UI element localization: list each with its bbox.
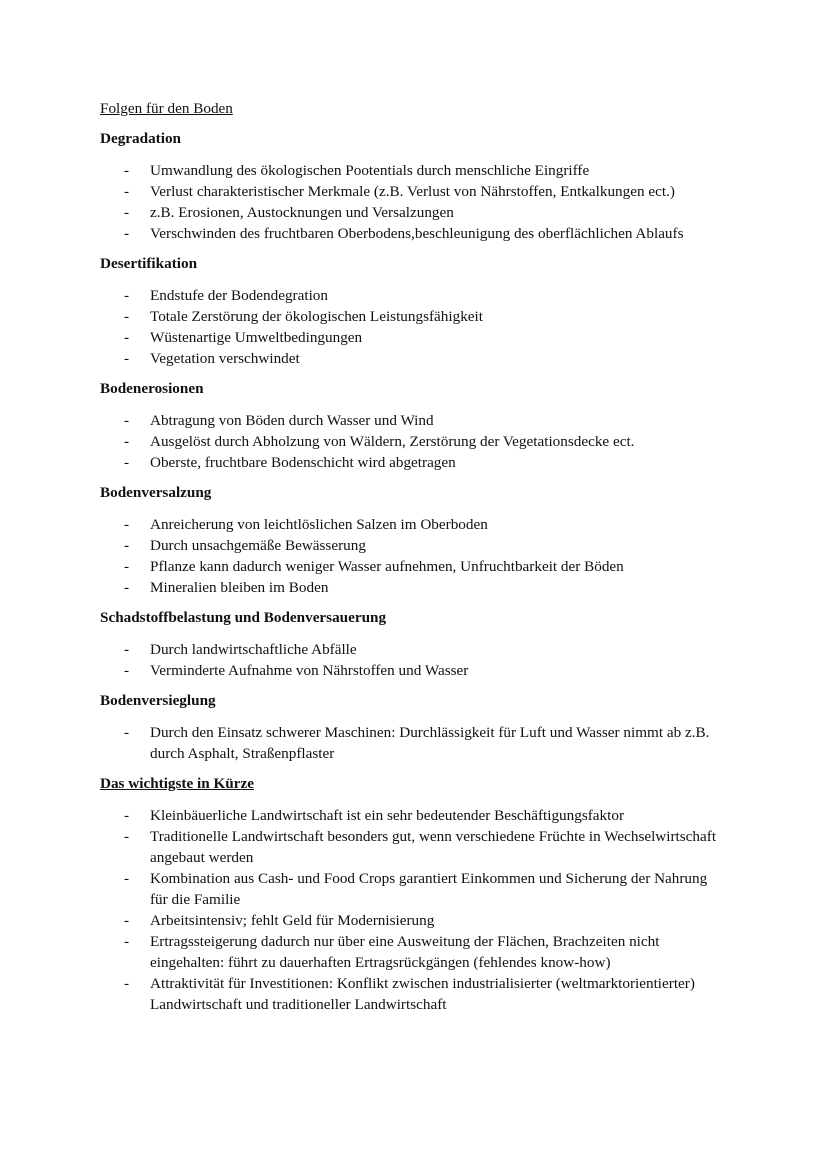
section-bodenerosionen xyxy=(100,378,728,473)
dash-bullet: - xyxy=(124,558,130,575)
section-schadstoffbelastung xyxy=(100,607,728,681)
list-item: - Durch landwirtschaftliche Abfälle xyxy=(124,641,357,658)
section-heading: Bodenversalzung xyxy=(100,484,212,501)
bullet-list xyxy=(100,410,728,473)
list-item: - Ertragssteigerung dadurch nur über eine Ausweitung der Flächen, Brachzeiten nicht eingehalten: führt zu dauerhaften Ertragsrückgängen (fehlendes know-how) xyxy=(124,933,660,971)
section-degradation xyxy=(100,128,728,244)
list-item: - Mineralien bleiben im Boden xyxy=(124,579,329,596)
dash-bullet: - xyxy=(124,329,130,346)
list-item: - Vegetation verschwindet xyxy=(124,350,300,367)
dash-bullet: - xyxy=(124,308,130,325)
dash-bullet: - xyxy=(124,807,130,824)
list-item: - Kleinbäuerliche Landwirtschaft ist ein sehr bedeutender Beschäftigungsfaktor xyxy=(124,807,625,824)
list-item: - Endstufe der Bodendegration xyxy=(124,287,328,304)
section-heading: Degradation xyxy=(100,130,181,147)
section-desertifikation xyxy=(100,253,728,369)
dash-bullet: - xyxy=(124,870,130,887)
list-item: - Wüstenartige Umweltbedingungen xyxy=(124,329,363,346)
dash-bullet: - xyxy=(124,183,130,200)
list-item: - Anreicherung von leichtlöslichen Salzen im Oberboden xyxy=(124,516,488,533)
dash-bullet: - xyxy=(124,828,130,845)
dash-bullet: - xyxy=(124,287,130,304)
list-item: - Durch unsachgemäße Bewässerung xyxy=(124,537,366,554)
list-item: - Verschwinden des fruchtbaren Oberbodens,beschleunigung des oberflächlichen Ablaufs xyxy=(124,225,684,242)
dash-bullet: - xyxy=(124,454,130,471)
section-heading: Bodenerosionen xyxy=(100,380,204,397)
list-item: - Verminderte Aufnahme von Nährstoffen und Wasser xyxy=(124,662,469,679)
list-item: - Totale Zerstörung der ökologischen Leistungsfähigkeit xyxy=(124,308,483,325)
dash-bullet: - xyxy=(124,516,130,533)
dash-bullet: - xyxy=(124,912,130,929)
bullet-list xyxy=(100,160,728,244)
dash-bullet: - xyxy=(124,204,130,221)
bullet-list xyxy=(100,514,728,598)
bullet-list xyxy=(100,722,728,764)
dash-bullet: - xyxy=(124,350,130,367)
list-item: - Oberste, fruchtbare Bodenschicht wird abgetragen xyxy=(124,454,456,471)
dash-bullet: - xyxy=(124,579,130,596)
section-heading: Desertifikation xyxy=(100,255,198,272)
list-item: - Attraktivität für Investitionen: Konflikt zwischen industrialisierter (weltmarktorientierter) Landwirtschaft und traditioneller Landwirtschaft xyxy=(124,975,695,1013)
list-item: - Umwandlung des ökologischen Pootentials durch menschliche Eingriffe xyxy=(124,162,590,179)
list-item: - Verlust charakteristischer Merkmale (z.B. Verlust von Nährstoffen, Entkalkungen ect.) xyxy=(124,183,675,200)
list-item: - Arbeitsintensiv; fehlt Geld für Modernisierung xyxy=(124,912,435,929)
section-das-wichtigste xyxy=(100,773,728,1015)
list-item: - Kombination aus Cash- und Food Crops garantiert Einkommen und Sicherung der Nahrung für die Familie xyxy=(124,870,708,908)
section-heading: Das wichtigste in Kürze xyxy=(100,775,254,792)
list-item: - z.B. Erosionen, Austocknungen und Versalzungen xyxy=(124,204,454,221)
dash-bullet: - xyxy=(124,162,130,179)
dash-bullet: - xyxy=(124,225,130,242)
dash-bullet: - xyxy=(124,724,130,741)
list-item: - Traditionelle Landwirtschaft besonders gut, wenn verschiedene Früchte in Wechselwirtschaft angebaut werden xyxy=(124,828,717,866)
bullet-list xyxy=(100,285,728,369)
dash-bullet: - xyxy=(124,537,130,554)
list-item: - Ausgelöst durch Abholzung von Wäldern, Zerstörung der Vegetationsdecke ect. xyxy=(124,433,635,450)
dash-bullet: - xyxy=(124,433,130,450)
dash-bullet: - xyxy=(124,975,130,992)
section-heading: Bodenversieglung xyxy=(100,692,216,709)
section-bodenversalzung xyxy=(100,482,728,598)
list-item: - Durch den Einsatz schwerer Maschinen: Durchlässigkeit für Luft und Wasser nimmt ab z.B. durch Asphalt, Straßenpflaster xyxy=(124,724,710,762)
dash-bullet: - xyxy=(124,662,130,679)
list-item: - Pflanze kann dadurch weniger Wasser aufnehmen, Unfruchtbarkeit der Böden xyxy=(124,558,624,575)
dash-bullet: - xyxy=(124,412,130,429)
document-title: Folgen für den Boden xyxy=(100,100,233,117)
section-heading: Schadstoffbelastung und Bodenversauerung xyxy=(100,609,387,626)
list-item: - Abtragung von Böden durch Wasser und Wind xyxy=(124,412,434,429)
bullet-list xyxy=(100,805,728,1015)
dash-bullet: - xyxy=(124,933,130,950)
bullet-list xyxy=(100,639,728,681)
dash-bullet: - xyxy=(124,641,130,658)
section-bodenversieglung xyxy=(100,690,728,764)
